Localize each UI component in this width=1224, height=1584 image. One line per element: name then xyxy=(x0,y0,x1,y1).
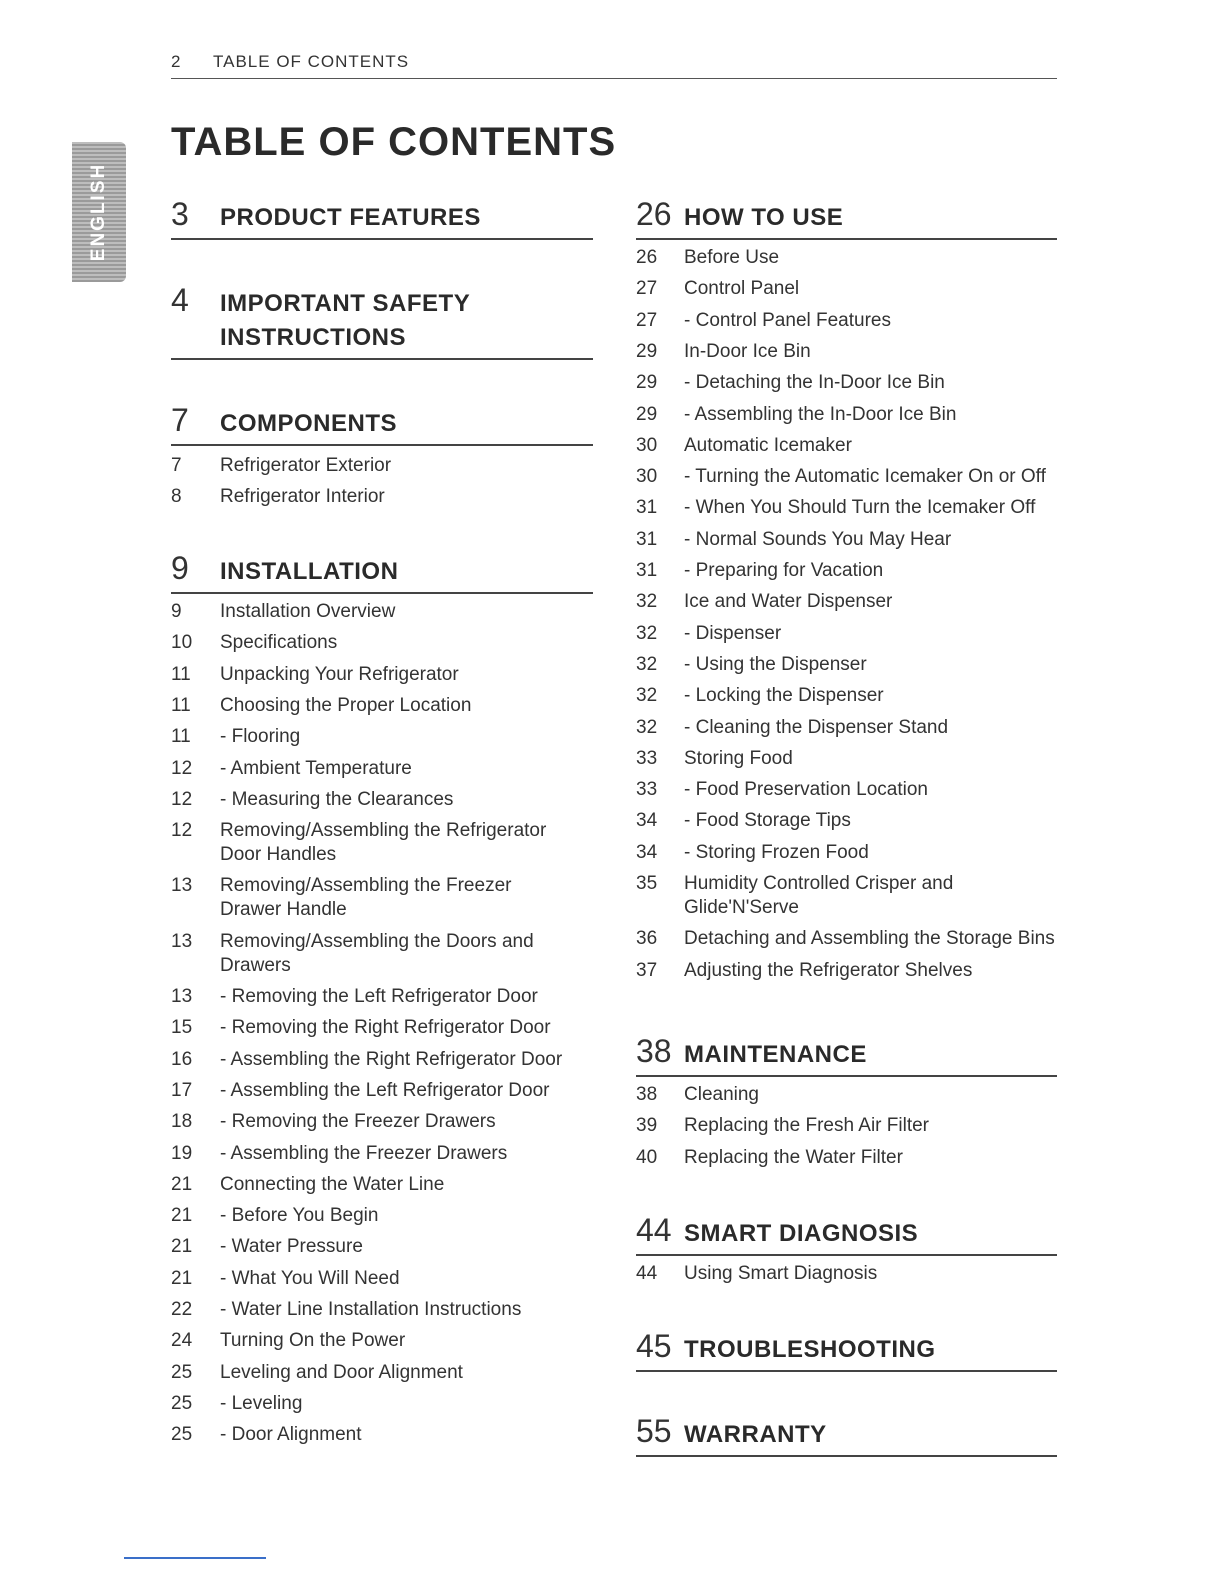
toc-entry-page: 30 xyxy=(636,466,658,488)
toc-entry-text-continued: Drawers xyxy=(220,954,291,976)
section-title: HOW TO USE xyxy=(684,204,844,231)
section-heading[interactable] xyxy=(636,1328,1057,1372)
toc-entry-page: 40 xyxy=(636,1146,658,1168)
toc-section-product-features xyxy=(171,196,593,240)
section-heading[interactable] xyxy=(171,402,593,446)
section-page-number: 3 xyxy=(171,196,189,232)
toc-entry-text: Removing/Assembling the Refrigerator xyxy=(220,820,547,842)
toc-entry[interactable] xyxy=(171,1079,593,1103)
toc-entry-text: - Before You Begin xyxy=(220,1205,379,1227)
toc-entry-page: 38 xyxy=(636,1084,658,1105)
toc-entry[interactable] xyxy=(171,1142,593,1166)
toc-entry-text: Automatic Icemaker xyxy=(684,434,852,456)
toc-entry-page: 44 xyxy=(636,1263,658,1284)
toc-entry[interactable] xyxy=(636,653,1057,677)
toc-entry-text: Choosing the Proper Location xyxy=(220,694,472,716)
section-title: INSTALLATION xyxy=(220,558,399,585)
toc-entry-text: Removing/Assembling the Freezer xyxy=(220,875,512,897)
toc-section-smart-diagnosis xyxy=(636,1212,1057,1284)
toc-entry-page: 24 xyxy=(171,1330,193,1352)
section-page-number: 4 xyxy=(171,282,189,318)
section-title-line-1: IMPORTANT SAFETY xyxy=(220,290,471,317)
toc-entry-page: 12 xyxy=(171,820,193,842)
toc-entry-text: - Ambient Temperature xyxy=(220,757,412,779)
section-heading[interactable] xyxy=(636,196,1057,240)
running-header xyxy=(171,52,1057,79)
toc-entry[interactable] xyxy=(636,716,1057,740)
toc-entry[interactable] xyxy=(171,874,593,922)
toc-entry-text: Detaching and Assembling the Storage Bins xyxy=(684,928,1055,950)
section-page-number: 9 xyxy=(171,550,189,586)
toc-entry[interactable] xyxy=(171,757,593,781)
section-title-line-2: INSTRUCTIONS xyxy=(220,324,406,351)
toc-entry[interactable] xyxy=(636,747,1057,771)
toc-entry[interactable] xyxy=(636,684,1057,708)
toc-entry[interactable] xyxy=(636,927,1057,951)
toc-entry[interactable] xyxy=(171,1267,593,1291)
toc-entry-text: - Preparing for Vacation xyxy=(684,560,884,581)
toc-entry-text: In-Door Ice Bin xyxy=(684,340,811,362)
section-heading[interactable] xyxy=(636,1212,1057,1256)
language-tab xyxy=(72,142,126,282)
toc-entry-text: Removing/Assembling the Doors and xyxy=(220,930,534,952)
toc-entry[interactable] xyxy=(636,496,1057,520)
toc-entry[interactable] xyxy=(171,1298,593,1322)
toc-entry-page: 25 xyxy=(171,1361,193,1383)
toc-entry-text: Installation Overview xyxy=(220,601,396,622)
toc-entry-page: 32 xyxy=(636,622,658,644)
toc-entry-text: Ice and Water Dispenser xyxy=(684,591,893,613)
toc-entry-page: 36 xyxy=(636,928,658,950)
toc-entry-page: 25 xyxy=(171,1392,193,1414)
toc-entry-page: 13 xyxy=(171,875,193,897)
toc-entry-text: - Locking the Dispenser xyxy=(684,685,884,707)
toc-entry-text: - Removing the Left Refrigerator Door xyxy=(220,986,538,1007)
section-page-number: 7 xyxy=(171,402,189,438)
toc-entry-text: Unpacking Your Refrigerator xyxy=(220,663,459,685)
toc-entry-text: Using Smart Diagnosis xyxy=(684,1263,878,1284)
toc-entry-page: 7 xyxy=(171,455,182,476)
toc-entry-text: - Door Alignment xyxy=(220,1424,362,1446)
section-page-number: 45 xyxy=(636,1328,672,1364)
toc-entry[interactable] xyxy=(636,809,1057,833)
toc-entry-page: 13 xyxy=(171,986,193,1007)
toc-entry-page: 37 xyxy=(636,959,658,981)
toc-entry-text: - Water Line Installation Instructions xyxy=(220,1299,522,1320)
toc-entry-text: Cleaning xyxy=(684,1084,759,1105)
toc-entry-text: - Flooring xyxy=(220,726,301,748)
toc-section-safety xyxy=(171,282,593,360)
toc-entry[interactable] xyxy=(636,434,1057,458)
toc-entry[interactable] xyxy=(636,277,1057,301)
toc-entry[interactable] xyxy=(636,465,1057,489)
toc-entry-page: 17 xyxy=(171,1079,193,1101)
toc-entry-text: Leveling and Door Alignment xyxy=(220,1361,463,1383)
toc-entry[interactable] xyxy=(636,309,1057,333)
toc-entry[interactable] xyxy=(636,872,1057,920)
toc-entry[interactable] xyxy=(171,1235,593,1259)
toc-entry-text: - Food Storage Tips xyxy=(684,810,851,832)
toc-entry[interactable] xyxy=(636,622,1057,646)
toc-entry[interactable] xyxy=(636,590,1057,614)
toc-entry-page: 32 xyxy=(636,716,658,738)
toc-entry-text: Specifications xyxy=(220,632,338,654)
toc-entry[interactable] xyxy=(636,1262,1057,1286)
toc-entry-page: 15 xyxy=(171,1017,193,1039)
toc-entry[interactable] xyxy=(171,485,593,509)
toc-entry-page: 9 xyxy=(171,601,182,622)
toc-entry-page: 32 xyxy=(636,685,658,707)
footer-rule xyxy=(124,1557,266,1559)
toc-entry-page: 12 xyxy=(171,757,193,779)
toc-entry-text: Refrigerator Interior xyxy=(220,486,385,508)
toc-entry-text: - Removing the Right Refrigerator Door xyxy=(220,1017,551,1039)
toc-entry-page: 33 xyxy=(636,747,658,769)
section-page-number: 44 xyxy=(636,1212,672,1248)
toc-entry-text: - When You Should Turn the Icemaker Off xyxy=(684,497,1036,519)
section-title: TROUBLESHOOTING xyxy=(684,1336,936,1363)
toc-entry-page: 31 xyxy=(636,528,658,550)
toc-entry[interactable] xyxy=(171,819,593,867)
toc-entry[interactable] xyxy=(636,559,1057,583)
toc-entry-text: - Cleaning the Dispenser Stand xyxy=(684,716,949,738)
toc-entry-page: 22 xyxy=(171,1299,193,1320)
toc-entry-text: - Using the Dispenser xyxy=(684,653,867,675)
toc-entry[interactable] xyxy=(171,1016,593,1040)
toc-entry[interactable] xyxy=(636,1114,1057,1138)
toc-entry[interactable] xyxy=(636,340,1057,364)
toc-entry-page: 8 xyxy=(171,486,182,508)
toc-entry-text: - Assembling the Left Refrigerator Door xyxy=(220,1079,550,1101)
toc-entry-text: - Detaching the In-Door Ice Bin xyxy=(684,372,945,394)
toc-entry-text: - Control Panel Features xyxy=(684,309,891,331)
toc-entry[interactable] xyxy=(636,841,1057,865)
toc-entry[interactable] xyxy=(171,930,593,978)
toc-entry-page: 13 xyxy=(171,930,193,952)
toc-entry-page: 31 xyxy=(636,497,658,519)
toc-entry-page: 29 xyxy=(636,340,658,362)
toc-entry-page: 18 xyxy=(171,1111,193,1133)
header-page-number: 2 xyxy=(171,52,182,71)
toc-entry-text: Turning On the Power xyxy=(220,1330,406,1352)
toc-entry-page: 19 xyxy=(171,1142,193,1164)
toc-entry-page: 34 xyxy=(636,810,658,832)
section-title: SMART DIAGNOSIS xyxy=(684,1220,919,1247)
section-heading[interactable] xyxy=(171,196,593,240)
toc-entry-page: 32 xyxy=(636,591,658,613)
section-title: MAINTENANCE xyxy=(684,1041,867,1068)
toc-entry[interactable] xyxy=(636,778,1057,802)
toc-section-installation xyxy=(171,550,593,1446)
toc-entry-page: 29 xyxy=(636,403,658,425)
section-title: COMPONENTS xyxy=(220,410,398,437)
toc-entry-text: - What You Will Need xyxy=(220,1267,400,1289)
toc-entry[interactable] xyxy=(171,1204,593,1228)
toc-entry-text: - Dispenser xyxy=(684,622,782,644)
section-heading[interactable] xyxy=(171,550,593,594)
toc-entry-page: 29 xyxy=(636,372,658,394)
toc-entry-page: 27 xyxy=(636,278,658,300)
section-title: PRODUCT FEATURES xyxy=(220,204,481,231)
toc-entry-text-continued: Glide'N'Serve xyxy=(684,897,799,918)
language-tab-label: ENGLISH xyxy=(88,162,109,262)
toc-entry-text: Control Panel xyxy=(684,278,800,300)
toc-entry-text: Connecting the Water Line xyxy=(220,1173,445,1195)
toc-entry-text-continued: Drawer Handle xyxy=(220,899,347,921)
toc-entry-text: - Leveling xyxy=(220,1392,303,1414)
section-heading[interactable] xyxy=(636,1033,1057,1077)
toc-entry-page: 21 xyxy=(171,1205,193,1227)
toc-entry-text: Adjusting the Refrigerator Shelves xyxy=(684,959,973,981)
section-heading[interactable] xyxy=(171,282,593,360)
toc-entry-text: - Assembling the Right Refrigerator Door xyxy=(220,1048,563,1070)
section-title: WARRANTY xyxy=(684,1421,827,1448)
toc-entry[interactable] xyxy=(636,1083,1057,1107)
toc-entry-page: 10 xyxy=(171,632,193,654)
toc-section-maintenance xyxy=(636,1033,1057,1168)
toc-entry-text: Before Use xyxy=(684,247,780,268)
toc-entry-page: 21 xyxy=(171,1173,193,1195)
toc-entry-page: 11 xyxy=(171,694,191,716)
toc-entry[interactable] xyxy=(171,1423,593,1447)
toc-section-troubleshooting xyxy=(636,1328,1057,1372)
toc-entry[interactable] xyxy=(171,1361,593,1385)
toc-entry-text: Humidity Controlled Crisper and xyxy=(684,873,954,894)
toc-entry-page: 31 xyxy=(636,560,658,581)
toc-section-warranty xyxy=(636,1413,1057,1457)
toc-entry[interactable] xyxy=(636,403,1057,427)
toc-entry[interactable] xyxy=(636,1146,1057,1170)
toc-entry-page: 12 xyxy=(171,788,193,810)
section-page-number: 55 xyxy=(636,1413,672,1449)
toc-entry[interactable] xyxy=(171,1392,593,1416)
toc-entry-text: - Removing the Freezer Drawers xyxy=(220,1111,496,1133)
toc-entry-text: Storing Food xyxy=(684,747,793,769)
toc-entry-page: 25 xyxy=(171,1424,193,1446)
toc-entry[interactable] xyxy=(636,371,1057,395)
toc-entry[interactable] xyxy=(171,788,593,812)
toc-entry-text: - Turning the Automatic Icemaker On or Off xyxy=(684,466,1046,488)
toc-entry-page: 16 xyxy=(171,1048,193,1070)
toc-entry[interactable] xyxy=(171,631,593,655)
toc-entry[interactable] xyxy=(171,600,593,624)
toc-entry-text: Replacing the Water Filter xyxy=(684,1146,903,1168)
toc-entry-page: 27 xyxy=(636,309,658,331)
section-page-number: 26 xyxy=(636,196,672,232)
toc-entry-text: Refrigerator Exterior xyxy=(220,455,392,476)
header-running-title: TABLE OF CONTENTS xyxy=(213,52,410,71)
toc-entry-text: - Assembling the Freezer Drawers xyxy=(220,1142,508,1164)
toc-entry-page: 35 xyxy=(636,873,658,894)
toc-entry-text-continued: Door Handles xyxy=(220,844,337,866)
toc-entry-page: 32 xyxy=(636,653,658,675)
section-heading[interactable] xyxy=(636,1413,1057,1457)
toc-entry-text: Replacing the Fresh Air Filter xyxy=(684,1115,929,1137)
toc-entry-page: 34 xyxy=(636,841,658,863)
toc-entry[interactable] xyxy=(171,663,593,687)
toc-section-components xyxy=(171,402,593,508)
toc-entry-text: - Storing Frozen Food xyxy=(684,841,869,863)
toc-entry[interactable] xyxy=(171,1110,593,1134)
toc-entry-text: - Water Pressure xyxy=(220,1236,363,1258)
toc-entry-text: - Assembling the In-Door Ice Bin xyxy=(684,403,957,425)
toc-entry-page: 21 xyxy=(171,1236,193,1258)
toc-entry-page: 39 xyxy=(636,1115,658,1137)
toc-entry-text: - Measuring the Clearances xyxy=(220,788,454,810)
toc-entry[interactable] xyxy=(171,1173,593,1197)
toc-entry-text: - Normal Sounds You May Hear xyxy=(684,528,952,550)
toc-section-how-to-use xyxy=(636,196,1057,981)
toc-entry-page: 21 xyxy=(171,1267,193,1289)
toc-entry[interactable] xyxy=(171,454,593,478)
toc-entry-page: 33 xyxy=(636,779,658,801)
toc-entry-text: - Food Preservation Location xyxy=(684,779,928,801)
toc-entry[interactable] xyxy=(636,959,1057,983)
toc-entry[interactable] xyxy=(636,528,1057,552)
toc-entry[interactable] xyxy=(636,246,1057,270)
toc-entry[interactable] xyxy=(171,985,593,1009)
toc-entry[interactable] xyxy=(171,694,593,718)
toc-entry[interactable] xyxy=(171,1329,593,1353)
section-page-number: 38 xyxy=(636,1033,672,1069)
toc-entry[interactable] xyxy=(171,1048,593,1072)
toc-entry-page: 30 xyxy=(636,434,658,456)
toc-entry-page: 11 xyxy=(171,726,191,748)
toc-entry-page: 26 xyxy=(636,247,658,268)
toc-entry-page: 11 xyxy=(171,663,191,685)
toc-entry[interactable] xyxy=(171,725,593,749)
page-title: TABLE OF CONTENTS xyxy=(171,120,617,164)
